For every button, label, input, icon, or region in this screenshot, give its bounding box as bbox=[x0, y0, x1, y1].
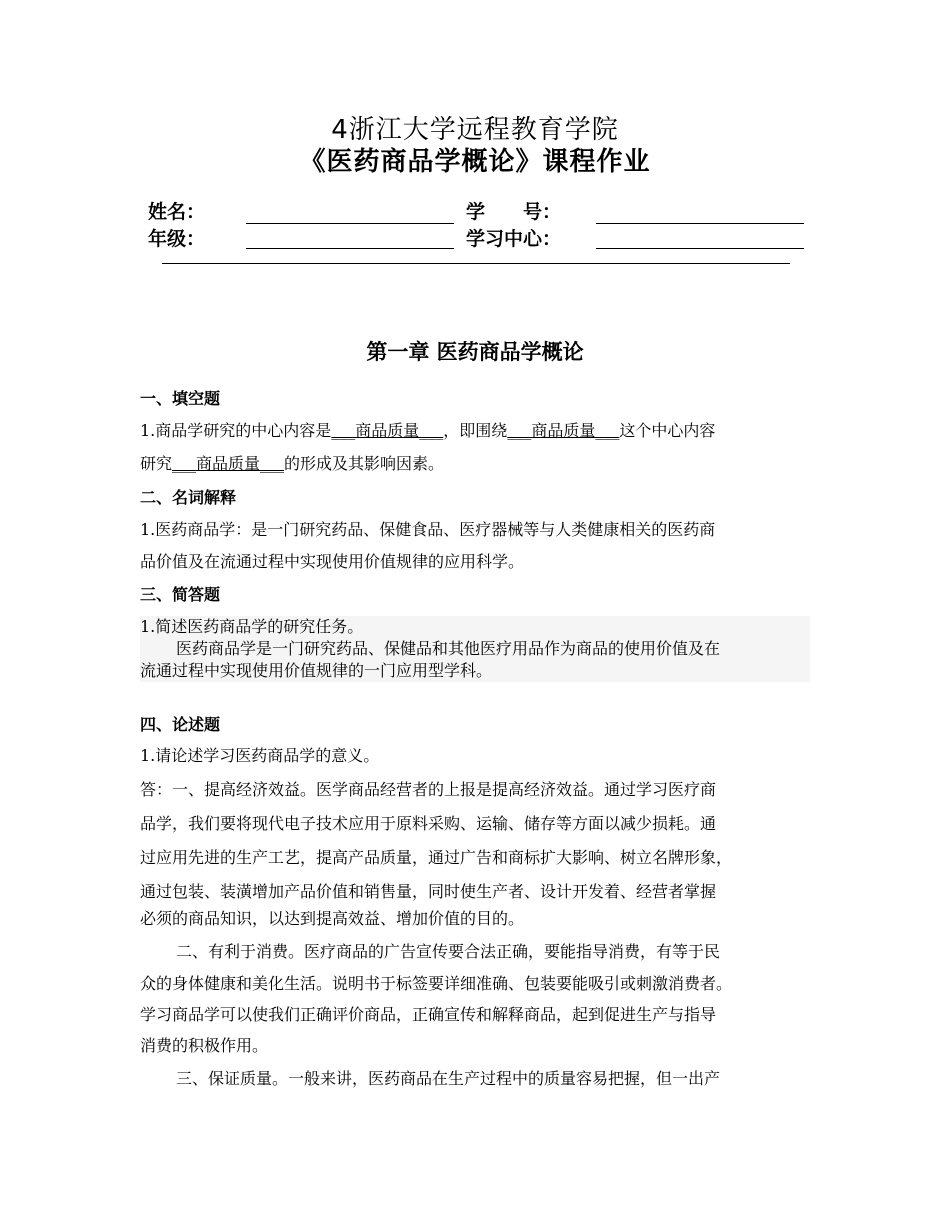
grade-field[interactable] bbox=[246, 248, 454, 249]
section-heading-short-answer: 三、简答题 bbox=[140, 585, 221, 604]
essay-line: 消费的积极作用。 bbox=[140, 1036, 269, 1055]
name-field[interactable] bbox=[246, 223, 454, 224]
chapter-title: 第一章 医药商品学概论 bbox=[366, 340, 584, 364]
term-definition-line2: 品价值及在流通过程中实现使用价值规律的应用科学。 bbox=[140, 552, 525, 571]
short-answer-question: 1.简述医药商品学的研究任务。 bbox=[140, 617, 364, 636]
student-id-label: 学 号： bbox=[466, 201, 562, 223]
essay-line: 学习商品学可以使我们正确评价商品，正确宣传和解释商品，起到促进生产与指导 bbox=[140, 1005, 717, 1024]
blank-answer: ___商品质量___ bbox=[507, 421, 620, 440]
essay-line: 品学，我们要将现代电子技术应用于原料采购、运输、储存等方面以减少损耗。通 bbox=[140, 814, 717, 833]
center-label: 学习中心： bbox=[466, 228, 562, 250]
school-title: 4浙江大学远程教育学院 bbox=[331, 115, 619, 145]
header-divider bbox=[162, 263, 790, 264]
essay-line: 通过包装、装潢增加产品价值和销售量，同时使生产者、设计开发着、经营者掌握 bbox=[140, 882, 717, 901]
section-heading-fill-blank: 一、填空题 bbox=[140, 389, 221, 408]
name-label: 姓名： bbox=[148, 201, 206, 223]
student-id-field[interactable] bbox=[596, 223, 804, 224]
section-heading-term: 二、名词解释 bbox=[140, 488, 237, 507]
section-heading-essay: 四、论述题 bbox=[140, 715, 221, 734]
short-answer-line1: 医药商品学是一门研究药品、保健品和其他医疗用品作为商品的使用价值及在 bbox=[176, 639, 721, 658]
essay-line: 过应用先进的生产工艺，提高产品质量，通过广告和商标扩大影响、树立名牌形象， bbox=[140, 848, 733, 867]
essay-line: 二、有利于消费。医疗商品的广告宣传要合法正确，要能指导消费，有等于民 bbox=[176, 942, 721, 961]
essay-line: 答：一、提高经济效益。医学商品经营者的上报是提高经济效益。通过学习医疗商 bbox=[140, 780, 717, 799]
grade-label: 年级： bbox=[148, 228, 206, 250]
blank-answer: ___商品质量___ bbox=[331, 421, 444, 440]
blank-answer: ___商品质量___ bbox=[172, 454, 285, 473]
term-definition-line1: 1.医药商品学：是一门研究药品、保健食品、医疗器械等与人类健康相关的医药商 bbox=[140, 520, 716, 539]
short-answer-line2: 流通过程中实现使用价值规律的一门应用型学科。 bbox=[140, 661, 493, 680]
essay-question: 1.请论述学习医药商品学的意义。 bbox=[140, 746, 380, 765]
fill-blank-question-line1: 1.商品学研究的中心内容是___商品质量___，即围绕___商品质量___这个中心内容 bbox=[140, 421, 716, 440]
essay-line: 众的身体健康和美化生活。说明书于标签要详细准确、包装要能吸引或刺激消费者。 bbox=[140, 974, 733, 993]
essay-line: 三、保证质量。一般来讲，医药商品在生产过程中的质量容易把握，但一出产 bbox=[176, 1069, 721, 1088]
fill-blank-question-line2: 研究___商品质量___的形成及其影响因素。 bbox=[140, 454, 445, 473]
essay-line: 必须的商品知识，以达到提高效益、增加价值的目的。 bbox=[140, 909, 525, 928]
center-field[interactable] bbox=[596, 248, 804, 249]
course-title: 《医药商品学概论》课程作业 bbox=[299, 147, 651, 177]
